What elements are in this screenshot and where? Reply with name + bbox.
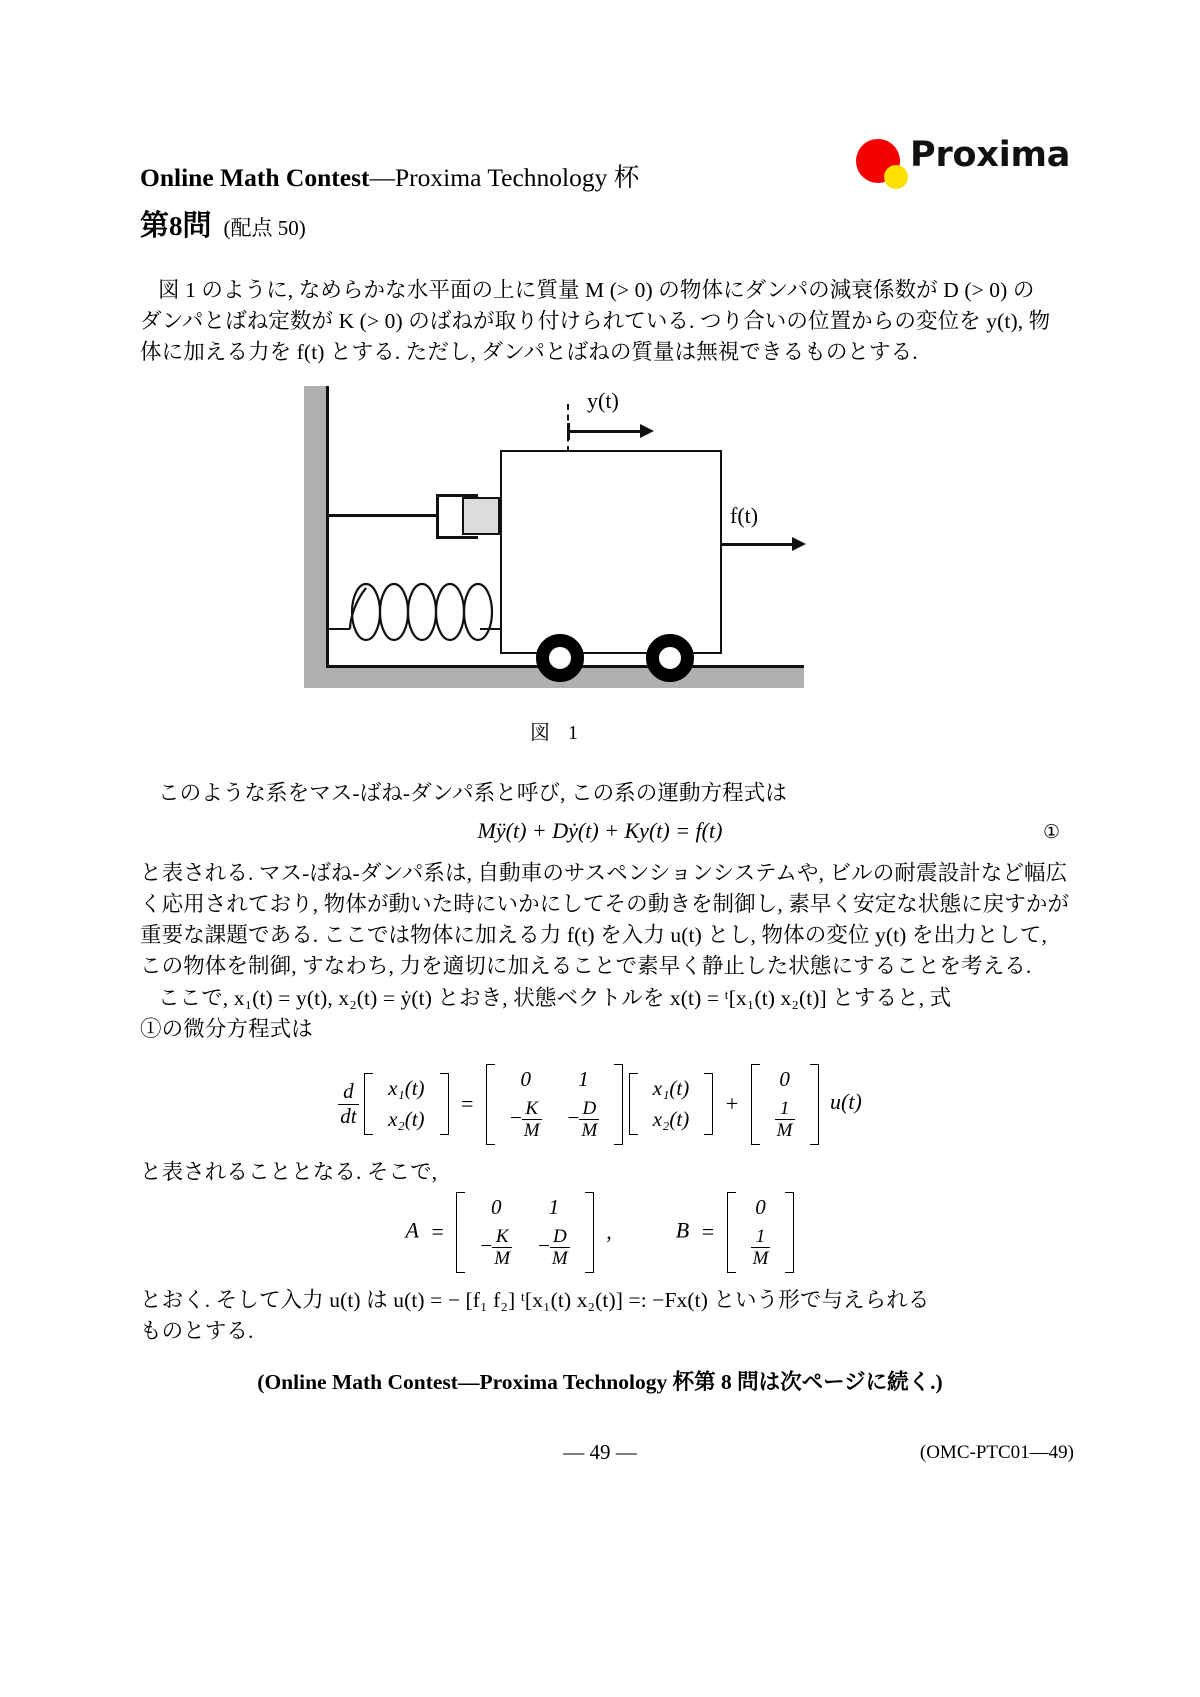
problem-heading bbox=[140, 203, 306, 244]
contest-title-bold: Online Math Contest bbox=[140, 163, 370, 192]
para2-line-2 bbox=[140, 889, 1069, 920]
B-1 bbox=[762, 1095, 808, 1145]
para2-line-3-text: 重要な課題である. ここでは物体に加える力 f(t) を入力 u(t) とし, 物体の変位 y(t) を出力として, bbox=[140, 923, 1047, 947]
intro-line-1 bbox=[158, 275, 1035, 306]
equation-1 bbox=[0, 818, 1200, 844]
para2-line-2-text: く応用されており, 物体が動いた時にいかにしてその動きを制御し, 素早く安定な状態に戻すかが bbox=[140, 892, 1070, 916]
spring-coils-icon bbox=[326, 582, 506, 644]
equation-1-text: Mÿ(t) + Dẏ(t) + Ky(t) = f(t) bbox=[477, 818, 723, 843]
problem-points: (配点 50) bbox=[223, 216, 306, 240]
A-def-10-num: K bbox=[492, 1226, 512, 1248]
logo-wordmark: Proxima bbox=[910, 135, 1071, 175]
state-vector-right-x2: x₂(t) bbox=[652, 1107, 690, 1132]
A-def-01: 1 bbox=[548, 1195, 560, 1219]
contest-title bbox=[140, 158, 639, 194]
problem-number: 8 bbox=[169, 211, 183, 241]
matrix-A-def bbox=[456, 1192, 593, 1273]
para3-line-1 bbox=[158, 983, 951, 1014]
feedback-input-text: とおく. そして入力 u(t) は u(t) = − [f₁ f₂] ᵗ[x₁(t) x₂(t)] =: −Fx(t) という形で与えられる bbox=[140, 1288, 930, 1312]
matrix-B-inline bbox=[751, 1064, 819, 1145]
equals-sign-A: = bbox=[431, 1219, 444, 1245]
matrix-A-inline bbox=[486, 1064, 623, 1145]
continuation-note-text: (Online Math Contest—Proxima Technology 杯第 8 問は次ページに続く.) bbox=[257, 1370, 943, 1394]
figure-mass-block bbox=[500, 450, 722, 654]
B-def-1-num: 1 bbox=[751, 1226, 771, 1248]
proxima-logo bbox=[856, 133, 1071, 189]
figure-f-arrow-shaft bbox=[722, 543, 798, 546]
equals-sign-1: = bbox=[461, 1091, 474, 1117]
problem-label: 第 bbox=[140, 210, 170, 242]
problem-label-suffix: 問 bbox=[182, 210, 212, 242]
A-def-10 bbox=[467, 1223, 525, 1273]
para2-line-4-text: この物体を制御, すなわち, 力を適切に加えることで素早く静止した状態にすることを考える. bbox=[140, 954, 1032, 978]
matrix-B-def bbox=[727, 1192, 795, 1273]
feedback-input-text-2: ものとする. bbox=[140, 1319, 254, 1343]
A-def-11-den: M bbox=[551, 1248, 568, 1270]
continuation-note bbox=[0, 1365, 1200, 1396]
A-11-num: D bbox=[579, 1098, 599, 1120]
A-def-11-sign: − bbox=[538, 1233, 550, 1258]
A-def-10-sign: − bbox=[480, 1233, 493, 1258]
damper-cylinder-bottom bbox=[436, 536, 478, 539]
figure-f-arrow-head-icon bbox=[792, 537, 806, 551]
figure-y-arrow-head-icon bbox=[640, 424, 654, 438]
feedback-input-line-1 bbox=[140, 1285, 929, 1316]
ddt-denominator: dt bbox=[340, 1103, 357, 1128]
B-def-1 bbox=[738, 1223, 784, 1273]
para3-line-1-text: ここで, x₁(t) = y(t), x₂(t) = ẏ(t) とおき, 状態ベクトルを x(t) = ᵗ[x₁(t) x₂(t)] とすると, 式 bbox=[158, 986, 952, 1010]
after-matrix-text: と表されることとなる. そこで, bbox=[140, 1160, 438, 1184]
A-10 bbox=[497, 1095, 555, 1145]
damper-piston-bar bbox=[436, 494, 439, 538]
spring bbox=[326, 582, 506, 644]
state-vector-x1: x₁(t) bbox=[388, 1076, 425, 1101]
system-name-line bbox=[158, 778, 787, 809]
para2-line-3 bbox=[140, 920, 1047, 951]
A-def-00: 0 bbox=[490, 1195, 502, 1219]
contest-title-rest: Proxima Technology 杯 bbox=[395, 163, 640, 192]
B-1-den: M bbox=[776, 1120, 793, 1142]
damper-rod-left bbox=[326, 514, 438, 517]
equation-1-number: ① bbox=[1042, 822, 1060, 843]
matrix-B-label: B bbox=[675, 1217, 690, 1243]
state-vector-right bbox=[629, 1073, 713, 1135]
A-10-num: K bbox=[522, 1098, 542, 1120]
figure-caption-label: 図 bbox=[530, 722, 550, 744]
feedback-input-line-2 bbox=[140, 1316, 253, 1347]
document-id: (OMC-PTC01—49) bbox=[919, 1442, 1074, 1463]
A-10-sign: − bbox=[509, 1105, 522, 1130]
intro-line-1-text: 図 1 のように, なめらかな水平面の上に質量 M (> 0) の物体にダンパの減衰係数が D (> 0) の bbox=[158, 278, 1035, 302]
para2-line-1-text: と表される. マス-ばね-ダンパ系は, 自動車のサスペンションシステムや, ビルの耐震設計など幅広 bbox=[140, 861, 1068, 885]
state-vector-left bbox=[364, 1073, 448, 1135]
figure-y-arrow-shaft bbox=[569, 430, 645, 433]
B-0: 0 bbox=[779, 1067, 790, 1091]
A-10-den: M bbox=[523, 1120, 540, 1142]
input-u-inline: u(t) bbox=[830, 1089, 862, 1115]
B-1-num: 1 bbox=[775, 1098, 795, 1120]
logo-yellow-circle-icon bbox=[884, 165, 908, 189]
matrix-A-label: A bbox=[405, 1217, 419, 1243]
figure-mass-spring-damper bbox=[304, 386, 804, 744]
figure-caption-number: 1 bbox=[568, 722, 578, 744]
A-00: 0 bbox=[520, 1067, 532, 1091]
A-01: 1 bbox=[578, 1067, 589, 1091]
figure-wall bbox=[304, 386, 328, 688]
figure-y-label: y(t) bbox=[587, 388, 619, 413]
intro-line-3 bbox=[140, 337, 918, 368]
plus-sign-1: + bbox=[725, 1091, 739, 1117]
ddt-fraction bbox=[338, 1080, 358, 1128]
figure-wheel-right bbox=[646, 634, 694, 682]
after-matrix-line bbox=[140, 1157, 437, 1188]
para3-line-2 bbox=[140, 1014, 313, 1045]
page-number-text: — 49 — bbox=[563, 1440, 637, 1464]
A-def-11-num: D bbox=[550, 1226, 570, 1248]
ddt-numerator: d bbox=[338, 1080, 358, 1105]
contest-title-dash: — bbox=[369, 163, 395, 192]
A-11-den: M bbox=[581, 1120, 598, 1142]
state-space-equation bbox=[0, 1064, 1200, 1145]
state-vector-x2: x₂(t) bbox=[388, 1107, 425, 1132]
A-def-10-den: M bbox=[494, 1248, 511, 1270]
comma-separator: , bbox=[606, 1219, 612, 1245]
system-name-text: このような系をマス-ばね-ダンパ系と呼び, この系の運動方程式は bbox=[158, 781, 787, 805]
figure-f-label: f(t) bbox=[730, 503, 759, 528]
B-def-1-den: M bbox=[752, 1248, 769, 1270]
damper-body bbox=[462, 497, 500, 535]
A-def-11 bbox=[525, 1223, 583, 1273]
figure-caption bbox=[304, 716, 804, 745]
matrix-definitions bbox=[0, 1192, 1200, 1273]
A-11 bbox=[555, 1095, 613, 1145]
para2-line-1 bbox=[140, 858, 1067, 889]
state-vector-right-x1: x₁(t) bbox=[652, 1076, 690, 1101]
figure-wheel-left bbox=[536, 634, 584, 682]
para2-line-4 bbox=[140, 951, 1031, 982]
B-def-0: 0 bbox=[755, 1195, 766, 1219]
para3-line-2-text: ①の微分方程式は bbox=[140, 1017, 313, 1041]
intro-line-3-text: 体に加える力を f(t) とする. ただし, ダンパとばねの質量は無視できるものとする. bbox=[140, 340, 918, 364]
intro-line-2-text: ダンパとばね定数が K (> 0) のばねが取り付けられている. つり合いの位置からの変位を y(t), 物 bbox=[140, 309, 1051, 333]
A-11-sign: − bbox=[567, 1105, 580, 1130]
equals-sign-B: = bbox=[701, 1219, 715, 1245]
intro-line-2 bbox=[140, 306, 1050, 337]
